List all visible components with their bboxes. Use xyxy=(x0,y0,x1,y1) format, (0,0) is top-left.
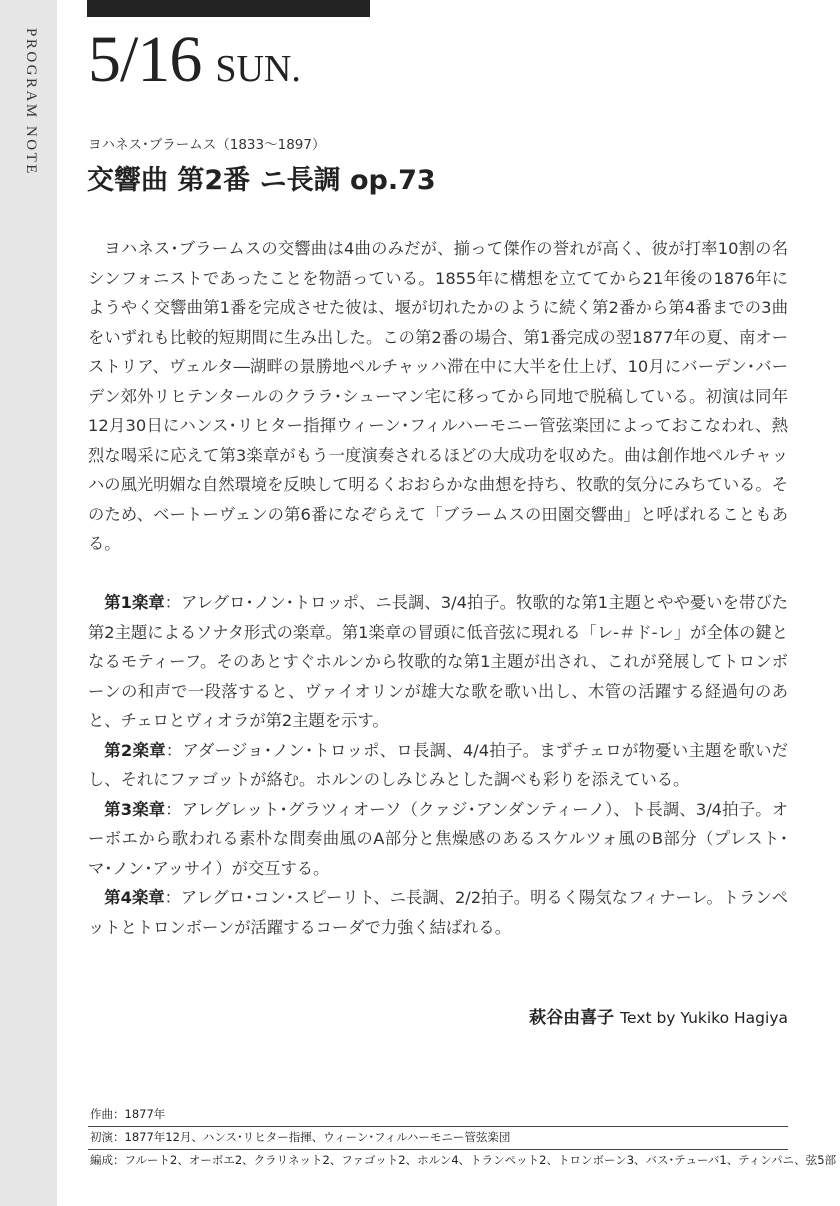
fact-instrumentation: 編成：フルート2、オーボエ2、クラリネット2、ファゴット2、ホルン4、トランペット2、トロンボーン3、バス･テューバ1、ティンパニ、弦5部 xyxy=(90,1153,837,1167)
fact-premiere: 初演：1877年12月、ハンス･リヒター指揮、ウィーン･フィルハーモニー管弦楽団 xyxy=(88,1127,788,1150)
movement-label: 第1楽章 xyxy=(104,593,165,612)
author-name-jp: 萩谷由喜子 xyxy=(529,1008,615,1028)
movements-section xyxy=(88,588,788,942)
fact-composition: 作曲：1877年 xyxy=(88,1104,788,1127)
movement-3 xyxy=(88,795,788,884)
movement-text: ：アレグレット･グラツィオーソ（クァジ･アンダンティーノ）、ト長調、3/4拍子。オーボエから歌われる素朴な間奏曲風のA部分と焦燥感のあるスケルツォ風のB部分（プレスト･マ･ノン･アッサイ）が交互する。 xyxy=(88,799,788,878)
intro-paragraph: ヨハネス･ブラームスの交響曲は4曲のみだが、揃って傑作の誉れが高く、彼が打率10割の名シンフォニストであったことを物語っている。1855年に構想を立ててから21年後の1876年にようやく交響曲第1番を完成させた彼は、堰が切れたかのように続く第2番から第4番までの3曲をいずれも比較的短期間に生み出した。この第2番の場合、第1番完成の翌1877年の夏、南オーストリア、ヴェルタ―湖畔の景勝地ペルチャッハ滞在中に大半を仕上げ、10月にバーデン･バーデン郊外リヒテンタールのクララ･シューマン宅に移ってから同地で脱稿している。初演は同年12月30日にハンス･リヒター指揮ウィーン･フィルハーモニー管弦楽団によっておこなわれ、熱烈な喝采に応えて第3楽章がもう一度演奏されるほどの大成功を収めた。曲は創作地ペルチャッハの風光明媚な自然環境を反映して明るくおおらかな曲想を持ち、牧歌的気分にみちている。そのため、ベートーヴェンの第6番になぞらえて「ブラームスの田園交響曲」と呼ばれることもある。 xyxy=(88,239,788,553)
sidebar xyxy=(0,0,57,1206)
movement-label: 第3楽章 xyxy=(104,799,166,819)
composer-name: ヨハネス･ブラームス（1833～1897） xyxy=(88,137,326,153)
movement-1 xyxy=(88,588,788,736)
sidebar-label: PROGRAM NOTE xyxy=(23,28,39,176)
author-credit xyxy=(529,1003,788,1028)
concert-date xyxy=(88,22,301,98)
movement-label: 第2楽章 xyxy=(104,740,166,760)
movement-2 xyxy=(88,736,788,795)
work-title: 交響曲 第2番 ニ長調 op.73 xyxy=(87,165,436,196)
day-of-week: SUN. xyxy=(215,48,301,90)
program-note-body xyxy=(88,234,788,942)
movement-4 xyxy=(88,883,788,942)
movement-text: ：アダージョ･ノン･トロッポ、ロ長調、4/4拍子。まずチェロが物憂い主題を歌いだし、それにファゴットが絡む。ホルンのしみじみとした調べも彩りを添えている。 xyxy=(88,740,788,789)
date-number: 5/16 xyxy=(88,23,202,96)
author-name-en: Text by Yukiko Hagiya xyxy=(620,1009,788,1027)
movement-label: 第4楽章 xyxy=(104,888,165,907)
movement-text: ：アレグロ･コン･スピーリト、ニ長調、2/2拍子。明るく陽気なフィナーレ。トランペットとトロンボーンが活躍するコーダで力強く結ばれる。 xyxy=(88,888,788,937)
work-facts xyxy=(88,1104,837,1172)
header-bar xyxy=(87,0,370,17)
movement-text: ：アレグロ･ノン･トロッポ、ニ長調、3/4拍子。牧歌的な第1主題とやや憂いを帯びた第2主題によるソナタ形式の楽章。第1楽章の冒頭に低音弦に現れる「レ-＃ド-レ」が全体の鍵となるモティーフ。そのあとすぐホルンから牧歌的な第1主題が出され、これが発展してトロンボーンの和声で一段落すると、ヴァイオリンが雄大な歌を歌い出し、木管の活躍する経過句のあと、チェロとヴィオラが第2主題を示す。 xyxy=(88,593,788,730)
